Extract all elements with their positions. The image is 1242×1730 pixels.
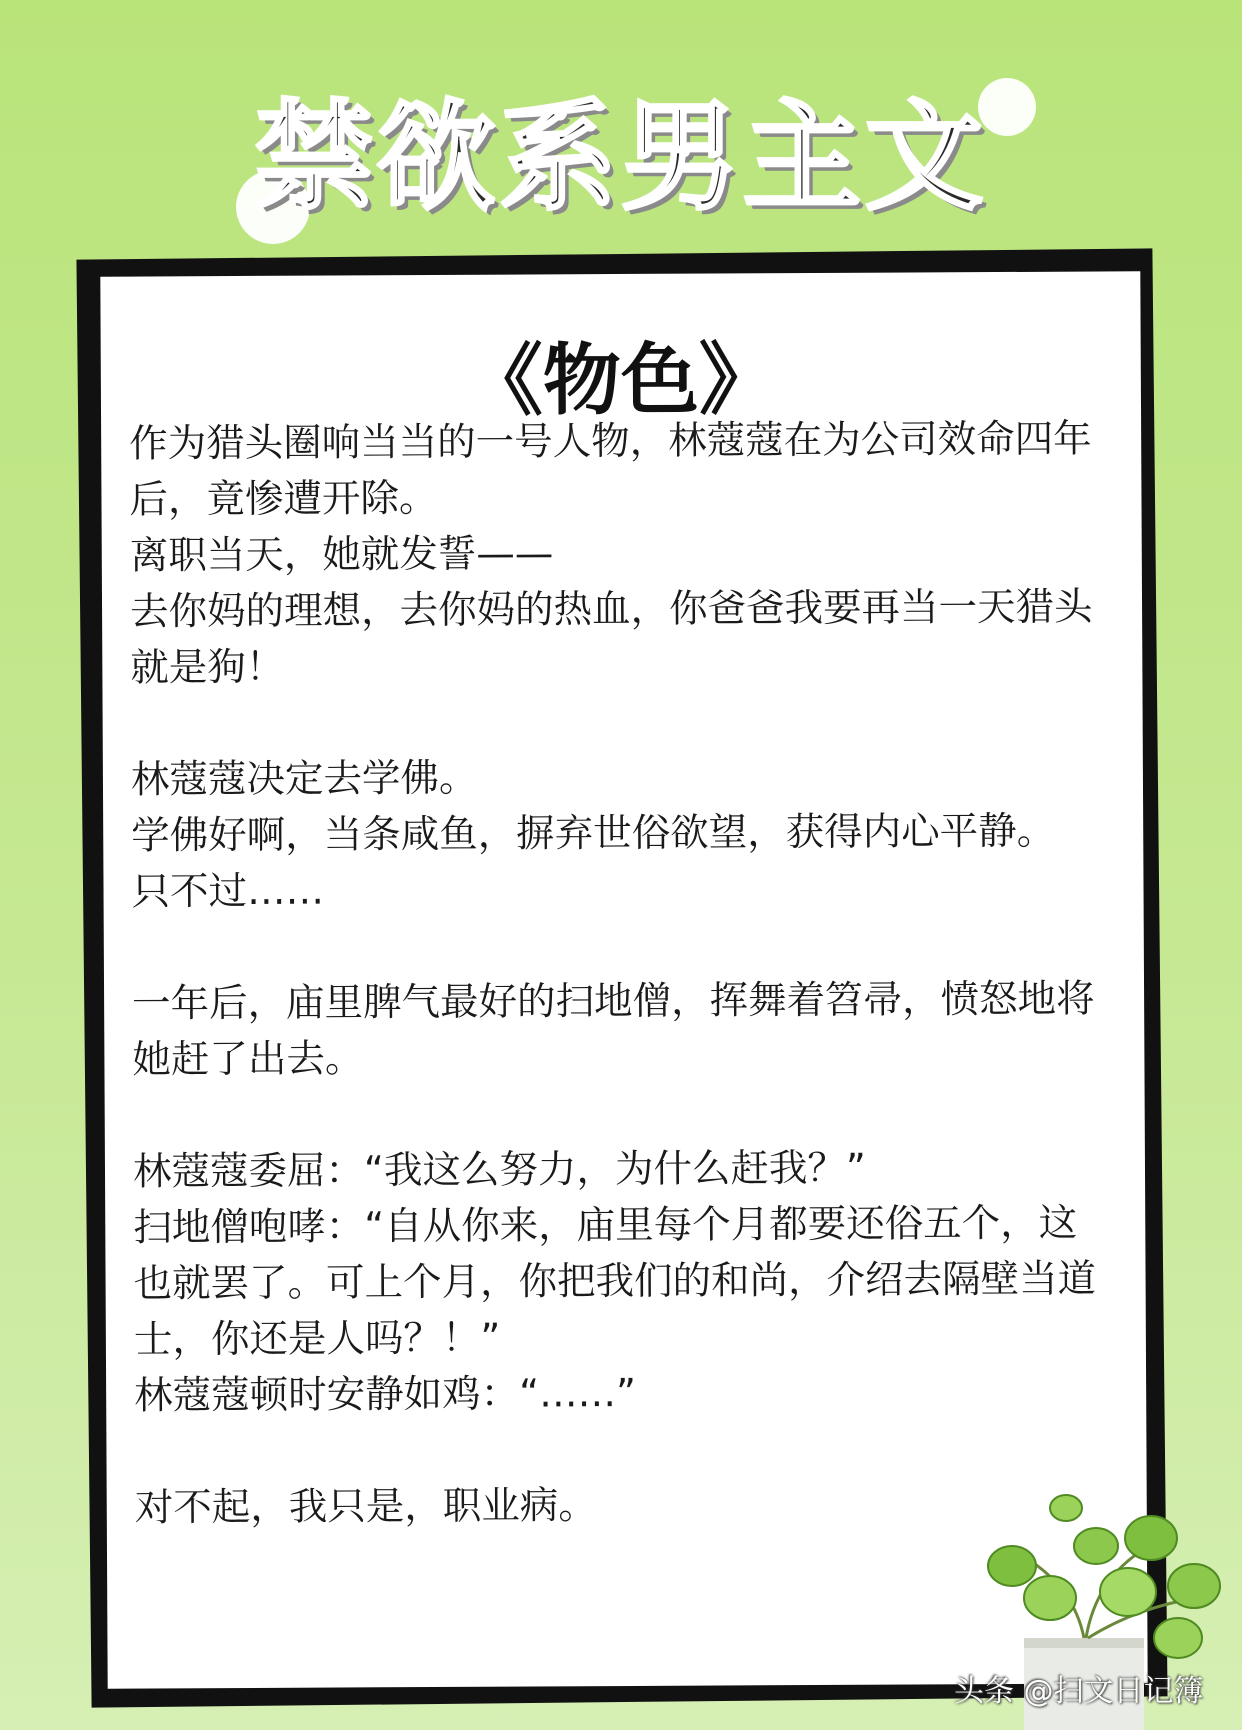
paragraph: 一年后，庙里脾气最好的扫地僧，挥舞着笤帚，愤怒地将她赶了出去。 <box>132 976 1095 1083</box>
paragraph: 林蔻蔻委屈：“我这么努力，为什么赶我？” <box>132 1145 867 1195</box>
paragraph: 对不起，我只是，职业病。 <box>134 1483 597 1531</box>
paragraph: 学佛好啊，当条咸鱼，摒弃世俗欲望，获得内心平静。 <box>131 808 1056 859</box>
excerpt-text <box>129 411 1115 1536</box>
paragraph <box>133 1083 1113 1144</box>
paragraph <box>131 691 1111 752</box>
paragraph: 林蔻蔻决定去学佛。 <box>130 755 478 803</box>
excerpt-card <box>100 271 1147 1688</box>
paragraph: 林蔻蔻顿时安静如鸡：“……” <box>134 1370 637 1419</box>
paragraph: 只不过…… <box>131 868 325 915</box>
book-title: 《物色》 <box>464 335 778 427</box>
paragraph: 作为猎头圈响当当的一号人物，林蔻蔻在为公司效命四年后，竟惨遭开除。 <box>129 416 1092 523</box>
page-title: 禁欲系男主文 <box>254 88 987 226</box>
paragraph: 离职当天，她就发誓—— <box>129 531 554 579</box>
watermark: 头条 @扫文日记簿 <box>954 1674 1204 1709</box>
paragraph: 去你妈的理想，去你妈的热血，你爸爸我要再当一天猎头就是狗！ <box>129 584 1093 691</box>
paragraph <box>134 1419 1114 1480</box>
paragraph: 扫地僧咆哮：“自从你来，庙里每个月都要还俗五个，这也就罢了。可上个月，你把我们的和尚，介绍去隔壁当道士，你还是人吗？！” <box>133 1200 1097 1363</box>
paragraph <box>132 915 1112 976</box>
